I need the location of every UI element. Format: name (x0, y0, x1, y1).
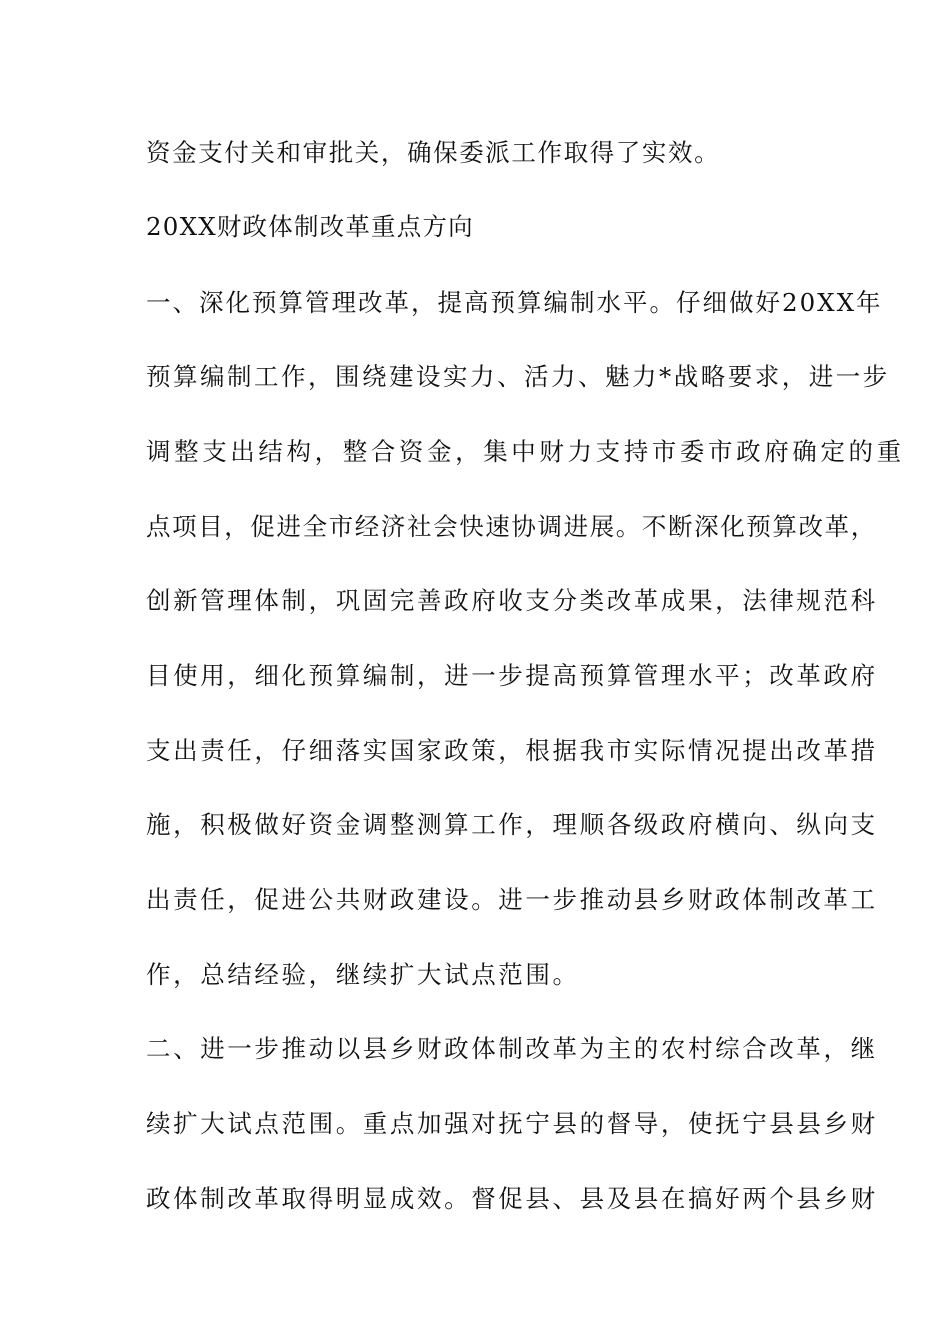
text-line-11: 出责任，促进公共财政建设。进一步推动县乡财政体制改革工 (146, 885, 878, 914)
text-line-10: 施，积极做好资金调整测算工作，理顺各级政府横向、纵向支 (146, 810, 878, 839)
text-line-12: 作，总结经验，继续扩大试点范围。 (146, 960, 580, 989)
text-line-15: 政体制改革取得明显成效。督促县、县及县在搞好两个县乡财 (146, 1184, 878, 1213)
text-line-4: 预算编制工作，围绕建设实力、活力、魅力*战略要求，进一步 (146, 362, 890, 391)
text-line-3: 一、深化预算管理改革，提高预算编制水平。仔细做好20XX年 (146, 288, 883, 317)
text-line-8: 目使用，细化预算编制，进一步提高预算管理水平；改革政府 (146, 661, 878, 690)
text-line-6: 点项目，促进全市经济社会快速协调进展。不断深化预算改革， (146, 512, 877, 541)
text-line-13: 二、进一步推动以县乡财政体制改革为主的农村综合改革，继 (146, 1034, 878, 1063)
section-heading: 20XX财政体制改革重点方向 (146, 212, 474, 241)
text-line-14: 续扩大试点范围。重点加强对抚宁县的督导，使抚宁县县乡财 (146, 1109, 878, 1138)
text-line-5: 调整支出结构，整合资金，集中财力支持市委市政府确定的重 (146, 437, 905, 466)
text-line-9: 支出责任，仔细落实国家政策，根据我市实际情况提出改革措 (146, 736, 878, 765)
text-line-7: 创新管理体制，巩固完善政府收支分类改革成果，法律规范科 (146, 586, 878, 615)
text-line-1: 资金支付关和审批关，确保委派工作取得了实效。 (146, 138, 721, 167)
